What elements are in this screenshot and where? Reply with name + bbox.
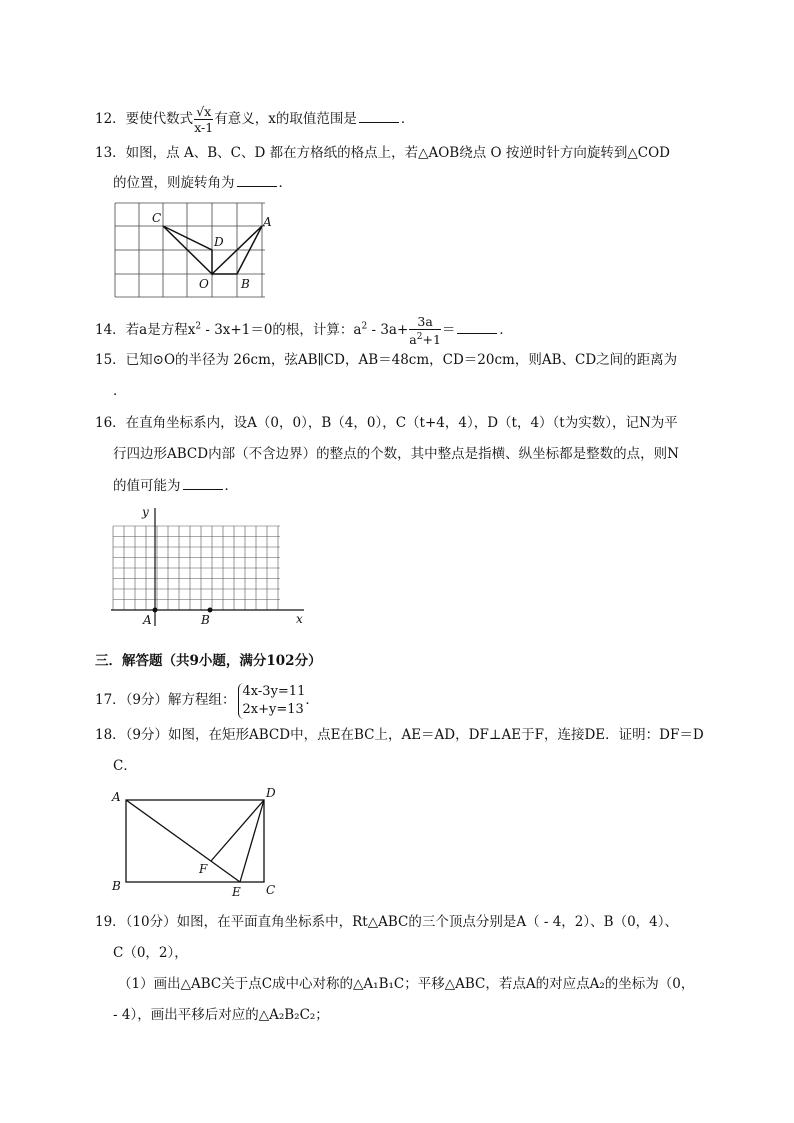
rectangle-figure [108,784,288,899]
q14-end: ． [499,322,513,339]
label-A: A [143,613,152,627]
q16-end: ． [224,478,238,494]
q12-fraction [194,104,213,135]
point-A [153,608,158,613]
grid-lines [113,526,280,610]
equation-2: 2x+y=13 [242,701,304,717]
q12-text: 12．要使代数式 [95,111,194,127]
label-B: B [112,879,121,893]
coordinate-grid-figure [108,502,308,630]
q14-frac-den-c: +1 [422,332,441,348]
point-B [208,608,213,613]
section-heading: 三．解答题（共9小题，满分102分） [95,653,322,669]
question-14 [95,314,513,347]
q14-sup-2: 2 [361,321,368,332]
equation-system [238,683,306,719]
question-19-line4: - 4），画出平移后对应的△A₂B₂C₂； [113,1007,329,1023]
q17-text: 17．（9分）解方程组： [95,692,236,708]
question-12 [95,104,414,135]
answer-blank [457,321,497,334]
question-17 [95,680,319,720]
q12-frac-num: √x [196,104,212,119]
answer-blank [359,110,399,123]
label-D: D [214,235,224,249]
question-18-line1: 18．（9分）如图，在矩形ABCD中，点E在BC上，AE＝AD，DF⊥AE于F，连接DE．证明：DF＝D [95,727,704,743]
question-15-line2: ． [113,383,127,399]
q14-equals: ＝ [441,322,456,339]
label-A: A [112,790,121,804]
question-13-line2 [113,173,292,193]
rectangle-lines [126,800,264,882]
answer-blank [183,477,223,490]
question-19-line1: 19．（10分）如图，在平面直角坐标系中，Rt△ABC的三个顶点分别是A（ - 4，2）、B（0，4）、 [95,914,678,930]
q14-fraction [409,314,441,347]
q12-frac-den: x-1 [194,120,214,135]
answer-blank [237,174,277,187]
q13-text: 的位置，则旋转角为 [113,175,235,191]
q14-sup-1: 2 [195,321,202,332]
question-19-line3: （1）画出△ABC关于点C成中心对称的△A₁B₁C；平移△ABC，若点A的对应点A₂的坐标为（0， [118,976,695,992]
label-C: C [266,883,276,897]
question-16-line3 [113,476,238,496]
label-E: E [232,885,241,899]
label-A: A [263,215,272,229]
label-x: x [296,612,303,626]
rotation-grid-figure [110,198,280,300]
label-O: O [199,277,209,291]
q14-text-a: 14．若a是方程x [95,322,196,339]
label-B: B [201,613,210,627]
q14-text-e: - 3a+ [367,322,409,339]
label-C: C [152,211,162,225]
q13-end: ． [278,175,292,191]
q14-frac-num: 3a [409,314,441,330]
q12-text-rest: 有意义，x的取值范围是 [214,111,357,127]
question-19-line2: C（0，2）， [113,945,188,961]
equation-1: 4x-3y=11 [242,683,306,699]
q17-end: ． [305,692,319,708]
q14-frac-den-sup: 2 [416,332,423,342]
label-F: F [199,862,208,876]
q14-frac-den [409,330,441,347]
question-16-line1: 16．在直角坐标系内，设A（0，0），B（4，0），C（t+4，4），D（t，4）（t为实数），记N为平 [95,415,678,431]
label-D: D [266,786,276,800]
label-B: B [241,277,250,291]
question-13-line1: 13．如图，点 A、B、C、D 都在方格纸的格点上，若△AOB绕点 O 按逆时针方向旋转到△COD [95,145,670,161]
question-15-line1: 15．已知⊙O的半径为 26cm，弦AB∥CD，AB＝48cm，CD＝20cm，则AB、CD之间的距离为 [95,352,678,368]
q14-text-c: - 3x+1＝0的根，计算：a [201,322,362,339]
question-18-line2: C． [113,758,137,774]
question-16-line2: 行四边形ABCD内部（不含边界）的整点的个数，其中整点是指横、纵坐标都是整数的点，则N [113,446,679,462]
label-y: y [142,505,149,519]
q12-end: ． [400,111,415,127]
q16-text: 的值可能为 [113,478,181,494]
q14-frac-den-a: a [409,332,417,348]
